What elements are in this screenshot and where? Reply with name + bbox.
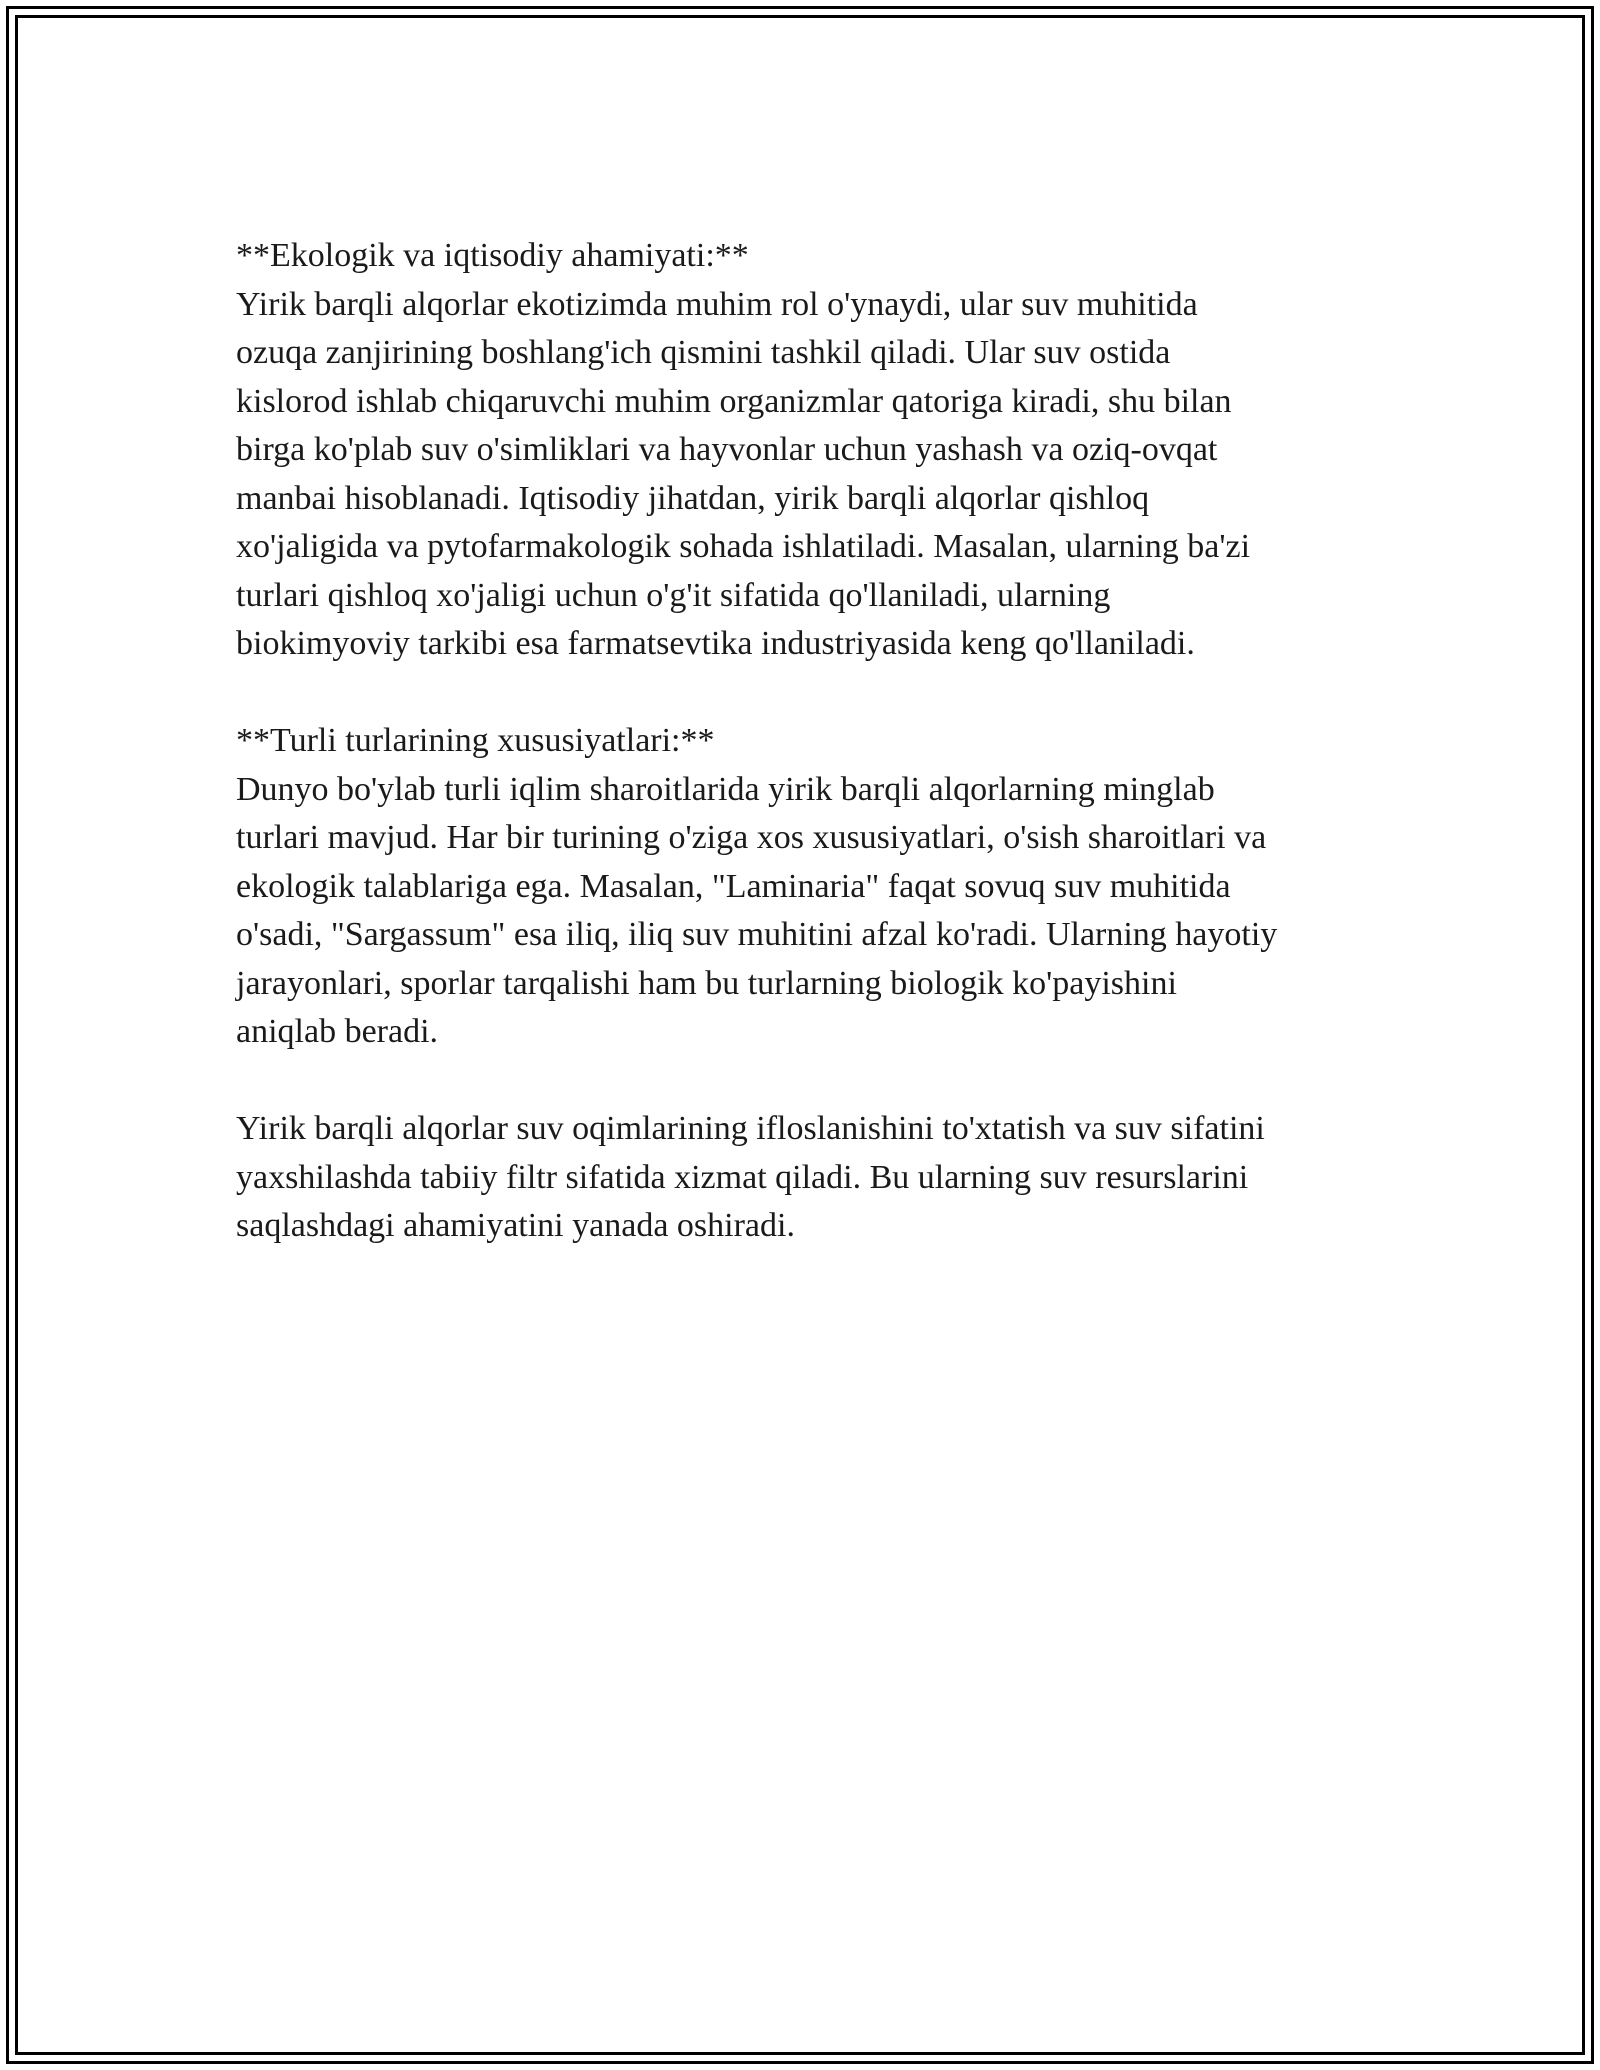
document-body — [236, 232, 1386, 1251]
section-body-species: Dunyo bo'ylab turli iqlim sharoitlarida yirik barqli alqorlarning minglab turlari mavjud. Har bir turining o'ziga xos xususiyatlari, o'sish sharoitlari va ekologik talablariga ega. Masalan, "Laminaria" faqat sovuq suv muhitida o'sadi, "Sargassum" esa iliq, iliq suv muhitini afzal ko'radi. Ularning hayotiy jarayonlari, sporlar tarqalishi ham bu turlarning biologik ko'payishini aniqlab beradi. — [236, 770, 1278, 1050]
section-body-ecological: Yirik barqli alqorlar ekotizimda muhim rol o'ynaydi, ular suv muhitida ozuqa zanjirining boshlang'ich qismini tashkil qiladi. Ular suv ostida kislorod ishlab chiqaruvchi muhim organizmlar qatoriga kiradi, shu bilan birga ko'plab suv o'simliklari va hayvonlar uchun yashash va oziq-ovqat manbai hisoblanadi. Iqtisodiy jihatdan, yirik barqli alqorlar qishloq xo'jaligida va pytofarmakologik sohada ishlatiladi. Masalan, ularning ba'zi turlari qishloq xo'jaligi uchun o'g'it sifatida qo'llaniladi, ularning biokimyoviy tarkibi esa farmatsevtika industriyasida keng qo'llaniladi. — [236, 285, 1251, 662]
section-heading-ecological: **Ekologik va iqtisodiy ahamiyati:** — [236, 237, 749, 274]
paragraph-spacer — [236, 669, 1386, 718]
closing-paragraph: Yirik barqli alqorlar suv oqimlarining ifloslanishini to'xtatish va suv sifatini yaxshilashda tabiiy filtr sifatida xizmat qiladi. Bu ularning suv resurslarini saqlashdagi ahamiyatini yanada oshiradi. — [236, 1110, 1265, 1244]
paragraph-spacer — [236, 1057, 1386, 1106]
section-heading-species: **Turli turlarining xususiyatlari:** — [236, 722, 715, 759]
